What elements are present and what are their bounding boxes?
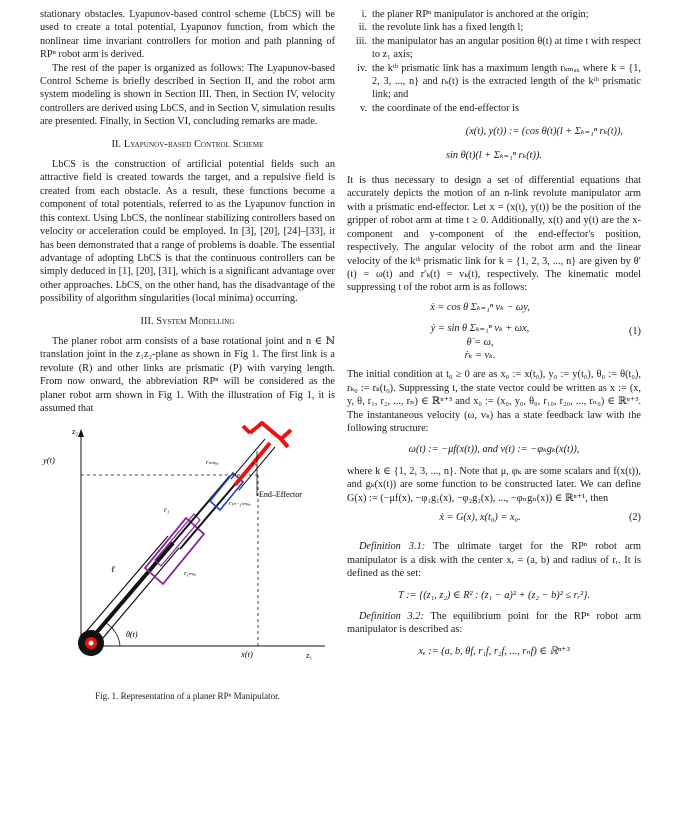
gripper: [250, 423, 291, 439]
revolute-link-edge: [97, 548, 179, 645]
equation-coordinate-line-2: sin θ(t)(l + Σₖ₌₁ⁿ rₖ(t)).: [446, 149, 542, 161]
paragraph-system-modelling: The planer robot arm consists of a base rotational joint and n ∈ ℕ translation joint in the z₁z₂-plane as shown in Fig 1. The first link is a revolute (R) and other links are prismatic (P) with varying length. From now onward, the abbreviation RPⁿ will be considered as the planer robot arm shown in Fig 1. With the illustration of Fig 1, it is assumed that: [40, 335, 335, 414]
paragraph-intro-end: stationary obstacles. Lyapunov-based control scheme (LbCS) will be used to create a total potential, Lyapunov function, from which the nonlinear time invariant controllers for motion and path planning of RPⁿ robot arm is derived.: [40, 9, 335, 61]
list-item: iv. the kᵗʰ prismatic link has a maximum length rₖₘₐₓ where k = {1, 2, 3, ..., n} and rₖ(t) is the extracted length of the kᵗʰ prismatic link; and: [357, 62, 641, 101]
r1-label: r₁: [164, 506, 170, 515]
equation-controllers: ω(t) := −μf(x(t)), and v(t) := −φₖgₖ(x(t)),: [408, 444, 580, 456]
prismatic-link-n-edge: [231, 439, 265, 479]
y-label: y(t): [43, 455, 55, 466]
list-item: v. the coordinate of the end-effector is: [359, 102, 520, 114]
right-column: [347, 8, 641, 666]
definition-3-1: [347, 540, 641, 580]
section-title: System Modelling: [156, 315, 235, 327]
equation-1: [347, 301, 641, 363]
equation-2: [347, 511, 641, 524]
definition-title: Definition 3.1:: [359, 541, 426, 553]
rn-label: rₙ: [252, 461, 258, 469]
equation-2-body: ẋ = G(x), x(t₀) = x₀.: [439, 512, 521, 523]
definition-text: The equilibrium point for the RPⁿ robot arm manipulator is described as:: [347, 611, 641, 636]
section-heading-system-modelling: [40, 315, 335, 328]
definition-text: The ultimate target for the RPⁿ robot arm manipulator is a disk with the center xᵣ = (a, b) and radius of rᵣ. It is defined as the set:: [347, 541, 641, 580]
paragraph-definitions: where k ∈ {1, 2, 3, ..., n}. Note that μ, φₖ are some scalars and f(x(t)), and gₖ(x(t)) are some function to be constructed later. We can define G(x) := (−μf(x), −φ₁g₁(x), −φ₂g₂(x), ..., −φₙgₙ(x)) ∈ ℝⁿ⁺¹, then: [347, 465, 641, 504]
paragraph-lbcs: LbCS is the construction of artificial potential fields such an attractive field is created towards the target, and a repulsive field is created from each obstacle. As a result, these functions become a component of total potentials, referred to as the Lyapunov function in this context. Using LbCS, the nonlinear stabilizing controllers based on velocity or acceleration could be employed. In [3], [20], [24]–[33], it has been demonstrated that a range of problems is doable. The essential advantage of adopting LbCS is that the continuous controllers can be simply deduced in [1], [20], [31], which is a significant advantage over other approaches. LbCS, on the other hand, has the disadvantage of the possibility of algorithm singularities (local minima) occurring.: [40, 159, 335, 305]
list-item: i. the planer RPⁿ manipulator is anchored at the origin;: [361, 9, 589, 20]
list-item: ii. the revolute link has a fixed length l;: [358, 22, 524, 34]
gripper-jaw: [281, 439, 288, 447]
z1-label: z₁: [306, 651, 313, 661]
section-number: II.: [111, 138, 122, 150]
revolute-link-edge: [85, 536, 168, 633]
left-column: [40, 8, 335, 701]
paragraph-kinematic-model: It is thus necessary to design a set of differential equations that accurately depicts the motion of an n-link revolute manipulator arm with a prismatic end-effector. Let x = (x(t), y(t)) be the position of the gripper of robot arm at time t ≥ 0. Additionally, x(t) and y(t) are the x-component and y-component of the end-effector's position, respectively. The angular velocity of the robot arm and the linear velocity of the kᵗʰ prismatic link for k = {1, 2, 3, ..., n} are given by θ′(t) = ω(t) and r′ₖ(t) = vₖ(t), respectively. The kinematic model suppressing t of the robot arm is as follows:: [347, 175, 641, 294]
system-line-2: ẏ = sin θ Σₖ₌₁ⁿ vₖ + ωx,: [430, 323, 530, 335]
equation-number: (2): [628, 512, 641, 523]
z2-label: z₂: [72, 427, 79, 437]
x-label: x(t): [241, 649, 253, 660]
r1max-label: r₁ₘₐₓ: [184, 570, 197, 578]
assumption-list: [347, 8, 641, 115]
figure-caption: Fig. 1. Representation of a planer RPⁿ Manipulator.: [95, 690, 280, 701]
equation-coordinate-line-1: (x(t), y(t)) := (cos θ(t)(l + Σₖ₌₁ⁿ rₖ(t)),: [465, 126, 623, 138]
definition-3-2: [347, 610, 641, 637]
l-label: ℓ: [111, 564, 115, 575]
rn1max-label: r₍ₙ₋₁₎ₘₐₓ: [229, 500, 251, 508]
revolute-link: [91, 543, 173, 639]
equation-number: (1): [628, 325, 641, 337]
section-number: III.: [140, 315, 154, 327]
theta-label: θ(t): [126, 630, 138, 640]
system-line-3: θ̇ = ω,: [466, 336, 494, 348]
paragraph-initial-condition: The initial condition at t₀ ≥ 0 are as x₀ := x(t₀), y₀ := y(t₀), θ₀ := θ(t₀), rₖ₀ := rₖ(t₀). Suppressing t, the state vector could be written as x := (x, y, θ, r₁, r₂, ..., rₙ) ∈ ℝⁿ⁺³ and x₀ := (x₀, y₀, θ₀, r₁₀, r₂₀, ..., rₙ₀) ∈ ℝⁿ⁺³. The instantaneous velocity (ω, vₖ) has a state feedback law with the following structure:: [347, 369, 641, 434]
figure-manipulator: [40, 421, 335, 701]
end-effector-label: End–Effector: [259, 490, 302, 500]
system-line-4: ṙₖ = vₖ.: [464, 349, 496, 361]
list-item: iii. the manipulator has an angular position θ(t) at time t with respect to z₁ axis;: [355, 35, 641, 61]
section-heading-lbcs: [40, 138, 335, 151]
section-title: Lyapunov-based Control Scheme: [123, 138, 264, 150]
equation-target-set: T := {(z₁, z₂) ∈ R² : (z₁ − a)² + (z₂ − b)² ≤ rᵣ²}.: [398, 589, 590, 601]
manipulator-diagram: [40, 421, 335, 683]
definition-title: Definition 3.2:: [359, 611, 424, 623]
z2-arrow-icon: [78, 429, 84, 437]
paragraph-organization: The rest of the paper is organized as follows: The Lyapunov-based Control Scheme is briefly described in Section II, and the robot arm system modeling is shown in Section III. Then, in Section IV, velocity controllers are derived using LbCS, and in Section V, simulation results are presented. Finally, in Section VI, concluding remarks are made.: [40, 62, 335, 128]
gripper-jaw: [243, 426, 250, 433]
inner-link: [180, 482, 237, 549]
rnmax-label: rₙₘₐₓ: [206, 459, 219, 467]
system-line-1: ẋ = cos θ Σₖ₌₁ⁿ vₖ − ωy,: [430, 301, 530, 313]
equation-equilibrium: xₑ := (a, b, θf, r₁f, r₂f, ..., rₙf) ∈ ℝⁿ⁺³: [418, 645, 570, 657]
base-joint-pin: [89, 641, 94, 646]
